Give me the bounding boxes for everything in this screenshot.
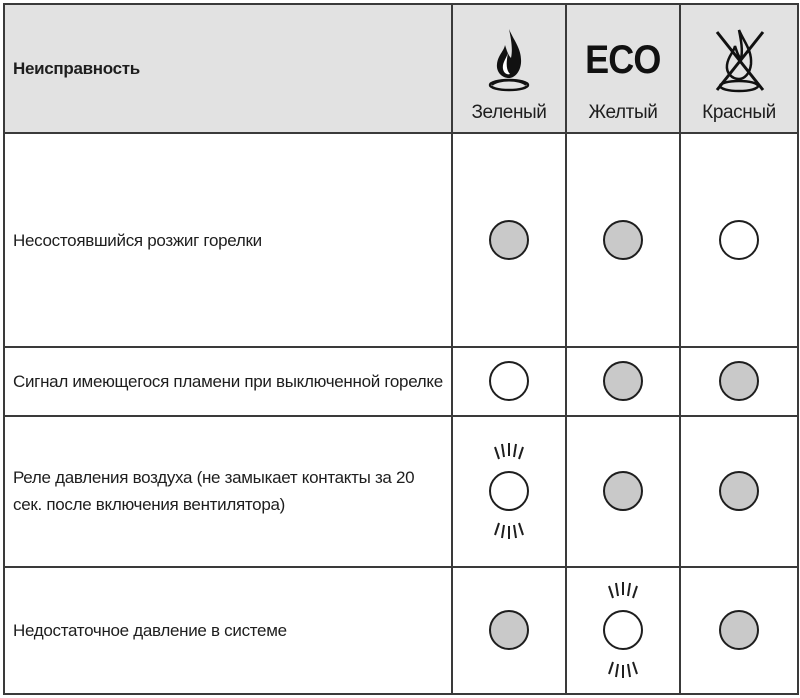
lamp-cell-red (680, 416, 798, 567)
lamp-on-icon (719, 610, 759, 650)
table-body (4, 133, 798, 694)
column-header-green (452, 4, 566, 133)
lamp-off-icon (489, 361, 529, 401)
lamp-blinking-icon (477, 441, 541, 541)
lamp-on-icon (489, 220, 529, 260)
lamp-cell-red (680, 347, 798, 416)
fault-description: Реле давления воздуха (не замыкает контакты за 20 сек. после включения вентилятора) (4, 416, 452, 567)
lamp-cell-yellow (566, 347, 680, 416)
table-row (4, 347, 798, 416)
lamp-cell-yellow (566, 133, 680, 347)
eco-icon: ECO (585, 38, 661, 83)
fault-description: Недостаточное давление в системе (4, 567, 452, 694)
table-row (4, 416, 798, 567)
fault-column-header: Неисправность (4, 4, 452, 133)
lamp-on-icon (719, 361, 759, 401)
lamp-cell-yellow (566, 567, 680, 694)
lamp-cell-green (452, 133, 566, 347)
flame-icon (484, 25, 534, 95)
lamp-on-icon (489, 610, 529, 650)
lamp-off-icon (719, 220, 759, 260)
column-label-red: Красный (702, 102, 776, 124)
header-row (4, 4, 798, 133)
lamp-cell-green (452, 347, 566, 416)
column-label-green: Зеленый (471, 102, 547, 124)
fault-indicator-table (3, 3, 799, 695)
lamp-cell-red (680, 567, 798, 694)
flame-crossed-icon (711, 24, 767, 96)
lamp-cell-green (452, 416, 566, 567)
lamp-on-icon (719, 471, 759, 511)
lamp-cell-yellow (566, 416, 680, 567)
column-header-yellow (566, 4, 680, 133)
lamp-on-icon (603, 471, 643, 511)
lamp-cell-red (680, 133, 798, 347)
lamp-on-icon (603, 361, 643, 401)
lamp-on-icon (603, 220, 643, 260)
column-label-yellow: Желтый (588, 102, 658, 124)
table-row (4, 133, 798, 347)
fault-description: Несостоявшийся розжиг горелки (4, 133, 452, 347)
table-row (4, 567, 798, 694)
column-header-red (680, 4, 798, 133)
lamp-cell-green (452, 567, 566, 694)
fault-description: Сигнал имеющегося пламени при выключенной горелке (4, 347, 452, 416)
lamp-blinking-icon (591, 580, 655, 680)
